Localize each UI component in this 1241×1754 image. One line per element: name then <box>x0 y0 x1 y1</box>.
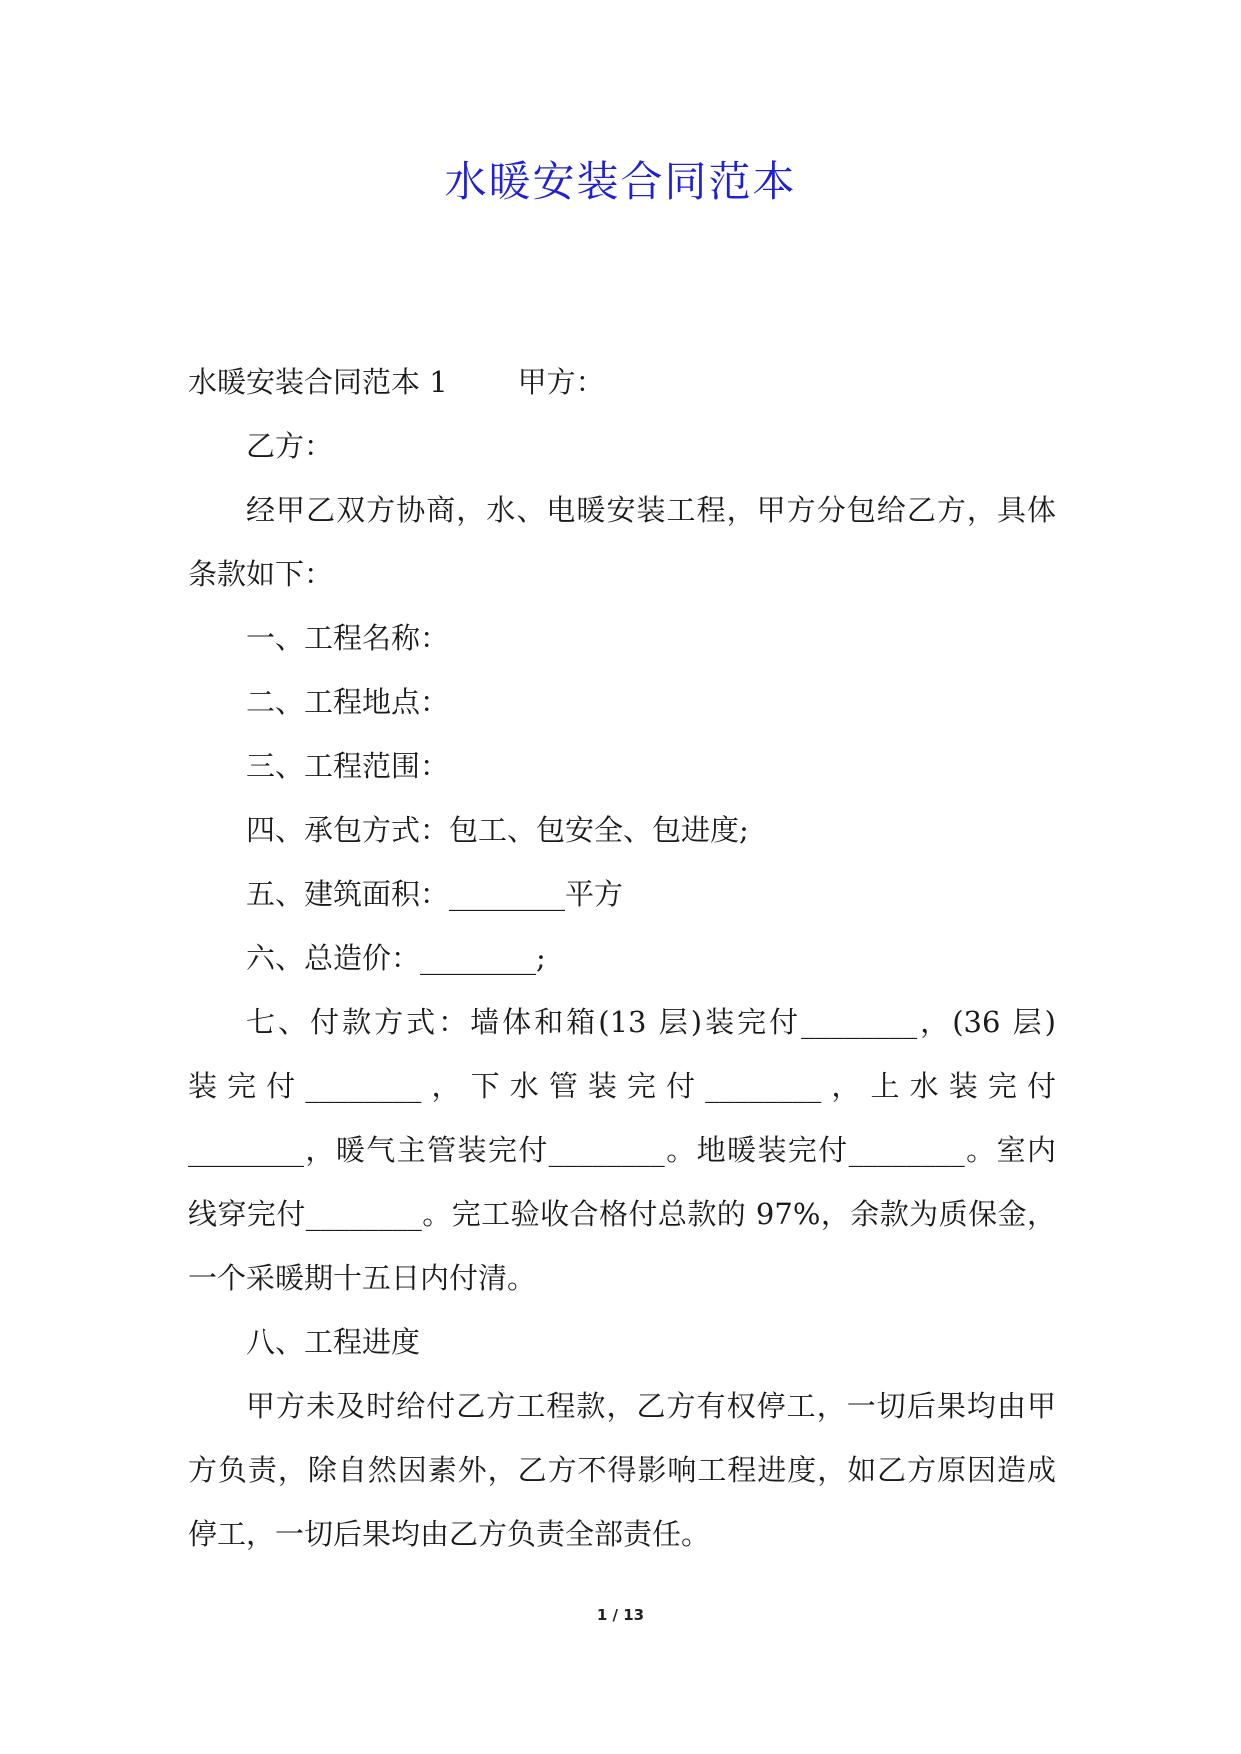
clause-progress-heading: 八、工程进度 <box>246 1325 421 1359</box>
clause-building-area: 五、建筑面积：________平方 <box>246 877 624 911</box>
page-number: 1 / 13 <box>596 1606 645 1624</box>
clause-contract-method: 四、承包方式：包工、包安全、包进度; <box>246 813 749 847</box>
document-body <box>188 350 1056 1566</box>
clause-project-name: 一、工程名称： <box>246 621 450 655</box>
progress-paragraph: 甲方未及时给付乙方工程款，乙方有权停工，一切后果均由甲方负责，除自然因素外，乙方不得影响工程进度，如乙方原因造成停工，一切后果均由乙方负责全部责任。 <box>188 1389 1056 1551</box>
clause-project-location: 二、工程地点： <box>246 685 450 719</box>
preamble-paragraph: 经甲乙双方协商，水、电暖安装工程，甲方分包给乙方，具体条款如下： <box>188 493 1056 591</box>
intro-line <box>188 350 1056 414</box>
clause-total-cost: 六、总造价：________; <box>246 941 546 975</box>
party-a-label: 甲方： <box>517 365 605 399</box>
clause-project-scope: 三、工程范围： <box>246 749 450 783</box>
contract-heading: 水暖安装合同范本 1 <box>188 365 448 399</box>
clause-payment-rest: ________，暖气主管装完付________。地暖装完付________。室内线穿完付________。完工验收合格付总款的 97%，余款为质保金，一个采暖期十五日内付清。 <box>188 1133 1056 1295</box>
clause-payment-line-2: 装完付________，下水管装完付________，上水装完付 <box>188 1069 1056 1103</box>
clause-payment-line-1: 七、付款方式：墙体和箱(13 层)装完付________，(36 层) <box>246 1005 1056 1039</box>
party-b-label: 乙方： <box>246 429 334 463</box>
document-title: 水暖安装合同范本 <box>444 157 797 206</box>
